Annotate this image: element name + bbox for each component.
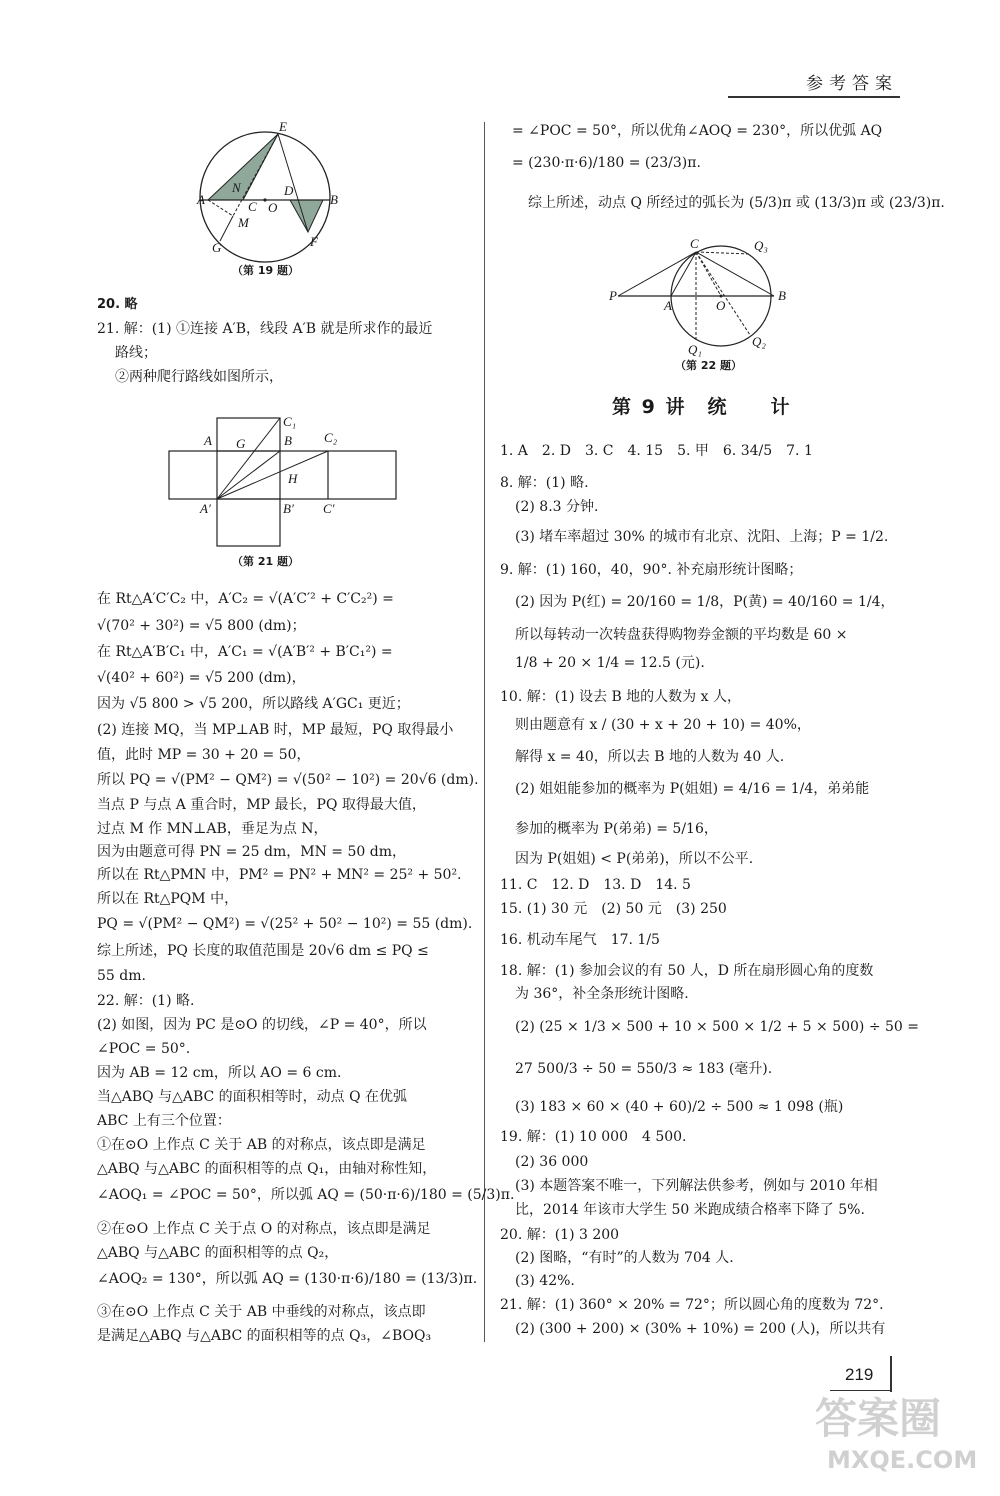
right-line-11: 1/8 + 20 × 1/4 = 12.5 (元). bbox=[515, 655, 705, 671]
fig22-label-B: B bbox=[778, 288, 786, 303]
left-line-29: ∠AOQ₁ = ∠POC = 50°，所以弧 AQ = (50·π·6)/180 = (5/3)π. bbox=[97, 1187, 515, 1203]
right-line-16: 参加的概率为 P(弟弟) = 5/16， bbox=[515, 821, 718, 837]
fig22-label-Q3: Q₃ bbox=[754, 238, 768, 253]
right-line-17: 因为 P(姐姐) < P(弟弟)，所以不公平. bbox=[515, 851, 754, 867]
right-line-06: (2) 8.3 分钟. bbox=[515, 499, 599, 515]
figure-21 bbox=[160, 414, 410, 558]
right-line-27: (2) 36 000 bbox=[515, 1154, 589, 1170]
left-line-10: (2) 连接 MQ，当 MP⊥AB 时，MP 最短，PQ 取得最小 bbox=[97, 722, 454, 738]
right-line-18: 11. C 12. D 13. D 14. 5 bbox=[500, 877, 691, 893]
fig19-label-M: M bbox=[238, 215, 249, 230]
right-line-19: 15. (1) 30 元 (2) 50 元 (3) 250 bbox=[500, 901, 727, 917]
figure-19 bbox=[190, 100, 350, 280]
fig21-label-G: G bbox=[236, 436, 246, 451]
fig21-label-C2: C₂ bbox=[324, 430, 338, 445]
left-line-11: 值，此时 MP = 30 + 20 = 50， bbox=[97, 747, 311, 763]
right-line-28: (3) 本题答案不唯一，下列解法供参考，例如与 2010 年相 bbox=[515, 1178, 878, 1194]
right-line-04: 1. A 2. D 3. C 4. 15 5. 甲 6. 34/5 7. 1 bbox=[500, 443, 813, 459]
fig19-label-N: N bbox=[232, 180, 241, 195]
right-line-25: (3) 183 × 60 × (40 + 60)/2 ÷ 500 ≈ 1 098 (瓶) bbox=[515, 1099, 844, 1115]
right-line-34: (2) (300 + 200) × (30% + 10%) = 200 (人)，所以共有 bbox=[515, 1321, 886, 1337]
fig21-caption: （第 21 题） bbox=[232, 555, 299, 568]
fig22-label-A: A bbox=[664, 298, 672, 313]
left-line-03: 路线； bbox=[115, 345, 157, 361]
left-line-07: 在 Rt△A′B′C₁ 中，A′C₁ = √(A′B′² + B′C₁²) = bbox=[97, 644, 393, 660]
left-line-16: 所以在 Rt△PMN 中，PM² = PN² + MN² = 25² + 50². bbox=[97, 867, 462, 883]
figure-22 bbox=[606, 236, 806, 358]
fig21-label-A: A bbox=[204, 433, 212, 448]
right-line-22: 为 36°，补全条形统计图略. bbox=[515, 986, 689, 1002]
fig19-label-D: D bbox=[284, 183, 294, 198]
right-line-14: 解得 x = 40，所以去 B 地的人数为 40 人. bbox=[515, 749, 785, 765]
header-rule bbox=[728, 96, 900, 98]
left-line-33: ③在⊙O 上作点 C 关于 AB 中垂线的对称点，该点即 bbox=[97, 1304, 426, 1320]
right-line-15: (2) 姐姐能参加的概率为 P(姐姐) = 4/16 = 1/4，弟弟能 bbox=[515, 781, 870, 797]
page-number-rule bbox=[830, 1390, 892, 1391]
fig22-label-O: O bbox=[716, 298, 726, 313]
right-line-03: 综上所述，动点 Q 所经过的弧长为 (5/3)π 或 (13/3)π 或 (23/3)π. bbox=[528, 195, 945, 211]
fig21-label-Ap: A′ bbox=[200, 501, 211, 516]
left-line-19: 综上所述，PQ 长度的取值范围是 20√6 dm ≤ PQ ≤ bbox=[97, 943, 429, 959]
fig19-label-A: A bbox=[197, 192, 205, 207]
page-number: 219 bbox=[845, 1365, 874, 1384]
right-line-07: (3) 堵车率超过 30% 的城市有北京、沈阳、上海；P = 1/2. bbox=[515, 529, 889, 545]
left-line-13: 当点 P 与点 A 重合时，MP 最长，PQ 取得最大值， bbox=[97, 797, 426, 813]
left-line-02: 21. 解：(1) ①连接 A′B，线段 A′B 就是所求作的最近 bbox=[97, 321, 433, 337]
watermark-logo-text: 答案圈 bbox=[815, 1394, 942, 1443]
right-line-05: 8. 解：(1) 略. bbox=[500, 475, 589, 491]
right-line-13: 则由题意有 x / (30 + x + 20 + 10) = 40%， bbox=[515, 717, 811, 733]
left-line-22: (2) 如图，因为 PC 是⊙O 的切线，∠P = 40°，所以 bbox=[97, 1017, 427, 1033]
page-number-bar bbox=[890, 1356, 892, 1392]
fig22-caption: （第 22 题） bbox=[675, 359, 742, 372]
column-divider bbox=[484, 122, 485, 1342]
fig21-label-C1: C₁ bbox=[283, 414, 297, 429]
fig21-label-Cp: C′ bbox=[323, 501, 335, 516]
left-line-32: ∠AOQ₂ = 130°，所以弧 AQ = (130·π·6)/180 = (13/3)π. bbox=[97, 1271, 478, 1287]
left-line-30: ②在⊙O 上作点 C 关于点 O 的对称点，该点即是满足 bbox=[97, 1221, 431, 1237]
left-line-09: 因为 √5 800 > √5 200，所以路线 A′GC₁ 更近； bbox=[97, 696, 410, 712]
left-line-15: 因为由题意可得 PN = 25 dm，MN = 50 dm， bbox=[97, 844, 406, 860]
right-line-02: = (230·π·6)/180 = (23/3)π. bbox=[512, 155, 701, 171]
fig19-label-O: O bbox=[268, 200, 278, 215]
left-line-21: 22. 解：(1) 略. bbox=[97, 993, 195, 1009]
right-line-33: 21. 解：(1) 360° × 20% = 72°；所以圆心角的度数为 72°. bbox=[500, 1297, 884, 1313]
left-line-06: √(70² + 30²) = √5 800 (dm)； bbox=[97, 618, 306, 634]
right-line-31: (2) 图略，“有时”的人数为 704 人. bbox=[515, 1250, 734, 1266]
section-title: 第 9 讲 统 计 bbox=[612, 396, 792, 418]
right-line-21: 18. 解：(1) 参加会议的有 50 人，D 所在扇形圆心角的度数 bbox=[500, 963, 874, 979]
right-line-01: = ∠POC = 50°，所以优角∠AOQ = 230°，所以优弧 AQ bbox=[512, 123, 883, 139]
left-line-28: △ABQ 与△ABC 的面积相等的点 Q₁，由轴对称性知， bbox=[97, 1161, 437, 1177]
right-line-08: 9. 解：(1) 160，40，90°. 补充扇形统计图略； bbox=[500, 562, 803, 578]
fig21-label-H: H bbox=[288, 471, 298, 486]
fig19-label-G: G bbox=[212, 240, 222, 255]
right-line-24: 27 500/3 ÷ 50 = 550/3 ≈ 183 (毫升). bbox=[515, 1061, 773, 1077]
left-line-17: 所以在 Rt△PQM 中， bbox=[97, 891, 239, 907]
fig22-label-C: C bbox=[690, 236, 699, 251]
left-line-08: √(40² + 60²) = √5 200 (dm)， bbox=[97, 670, 306, 686]
left-line-34: 是满足△ABQ 与△ABC 的面积相等的点 Q₃，∠BOQ₃ bbox=[97, 1328, 432, 1344]
fig19-caption: （第 19 题） bbox=[232, 264, 299, 277]
fig19-label-C: C bbox=[248, 199, 257, 214]
left-line-14: 过点 M 作 MN⊥AB，垂足为点 N， bbox=[97, 821, 328, 837]
header-title: 参考答案 bbox=[806, 74, 898, 94]
right-line-12: 10. 解：(1) 设去 B 地的人数为 x 人， bbox=[500, 689, 741, 705]
right-line-09: (2) 因为 P(红) = 20/160 = 1/8，P(黄) = 40/160 = 1/4， bbox=[515, 594, 895, 610]
fig22-label-Q2: Q₂ bbox=[752, 334, 766, 349]
fig21-label-Bp: B′ bbox=[283, 501, 294, 516]
fig19-label-F: F bbox=[310, 234, 318, 249]
left-line-27: ①在⊙O 上作点 C 关于 AB 的对称点，该点即是满足 bbox=[97, 1137, 426, 1153]
left-line-20: 55 dm. bbox=[97, 968, 146, 984]
left-line-04: ②两种爬行路线如图所示， bbox=[115, 369, 283, 385]
left-line-01: 20. 略 bbox=[97, 297, 138, 312]
fig19-label-B: B bbox=[330, 192, 338, 207]
fig22-label-P: P bbox=[609, 288, 617, 303]
left-line-24: 因为 AB = 12 cm，所以 AO = 6 cm. bbox=[97, 1065, 342, 1081]
right-line-26: 19. 解：(1) 10 000 4 500. bbox=[500, 1129, 687, 1145]
left-line-31: △ABQ 与△ABC 的面积相等的点 Q₂， bbox=[97, 1245, 339, 1261]
fig19-label-E: E bbox=[279, 119, 287, 134]
fig21-label-B: B bbox=[284, 433, 292, 448]
watermark bbox=[815, 1394, 985, 1488]
left-line-12: 所以 PQ = √(PM² − QM²) = √(50² − 10²) = 20√6 (dm). bbox=[97, 772, 479, 788]
right-line-20: 16. 机动车尾气 17. 1/5 bbox=[500, 932, 660, 948]
left-line-25: 当△ABQ 与△ABC 的面积相等时，动点 Q 在优弧 bbox=[97, 1089, 408, 1105]
left-line-23: ∠POC = 50°. bbox=[97, 1041, 191, 1057]
fig22-label-Q1: Q₁ bbox=[688, 342, 702, 357]
left-line-26: ABC 上有三个位置： bbox=[97, 1113, 231, 1129]
right-line-23: (2) (25 × 1/3 × 500 + 10 × 500 × 1/2 + 5 × 500) ÷ 50 = bbox=[515, 1019, 920, 1035]
right-line-30: 20. 解：(1) 3 200 bbox=[500, 1227, 620, 1243]
left-line-18: PQ = √(PM² − QM²) = √(25² + 50² − 10²) = 55 (dm). bbox=[97, 916, 473, 932]
watermark-url: MXQE.COM bbox=[827, 1446, 978, 1474]
left-line-05: 在 Rt△A′C′C₂ 中，A′C₂ = √(A′C′² + C′C₂²) = bbox=[97, 591, 394, 607]
right-line-29: 比，2014 年该市大学生 50 米跑成绩合格率下降了 5%. bbox=[515, 1202, 865, 1218]
right-line-10: 所以每转动一次转盘获得购物券金额的平均数是 60 × bbox=[515, 627, 848, 643]
right-line-32: (3) 42%. bbox=[515, 1273, 575, 1289]
